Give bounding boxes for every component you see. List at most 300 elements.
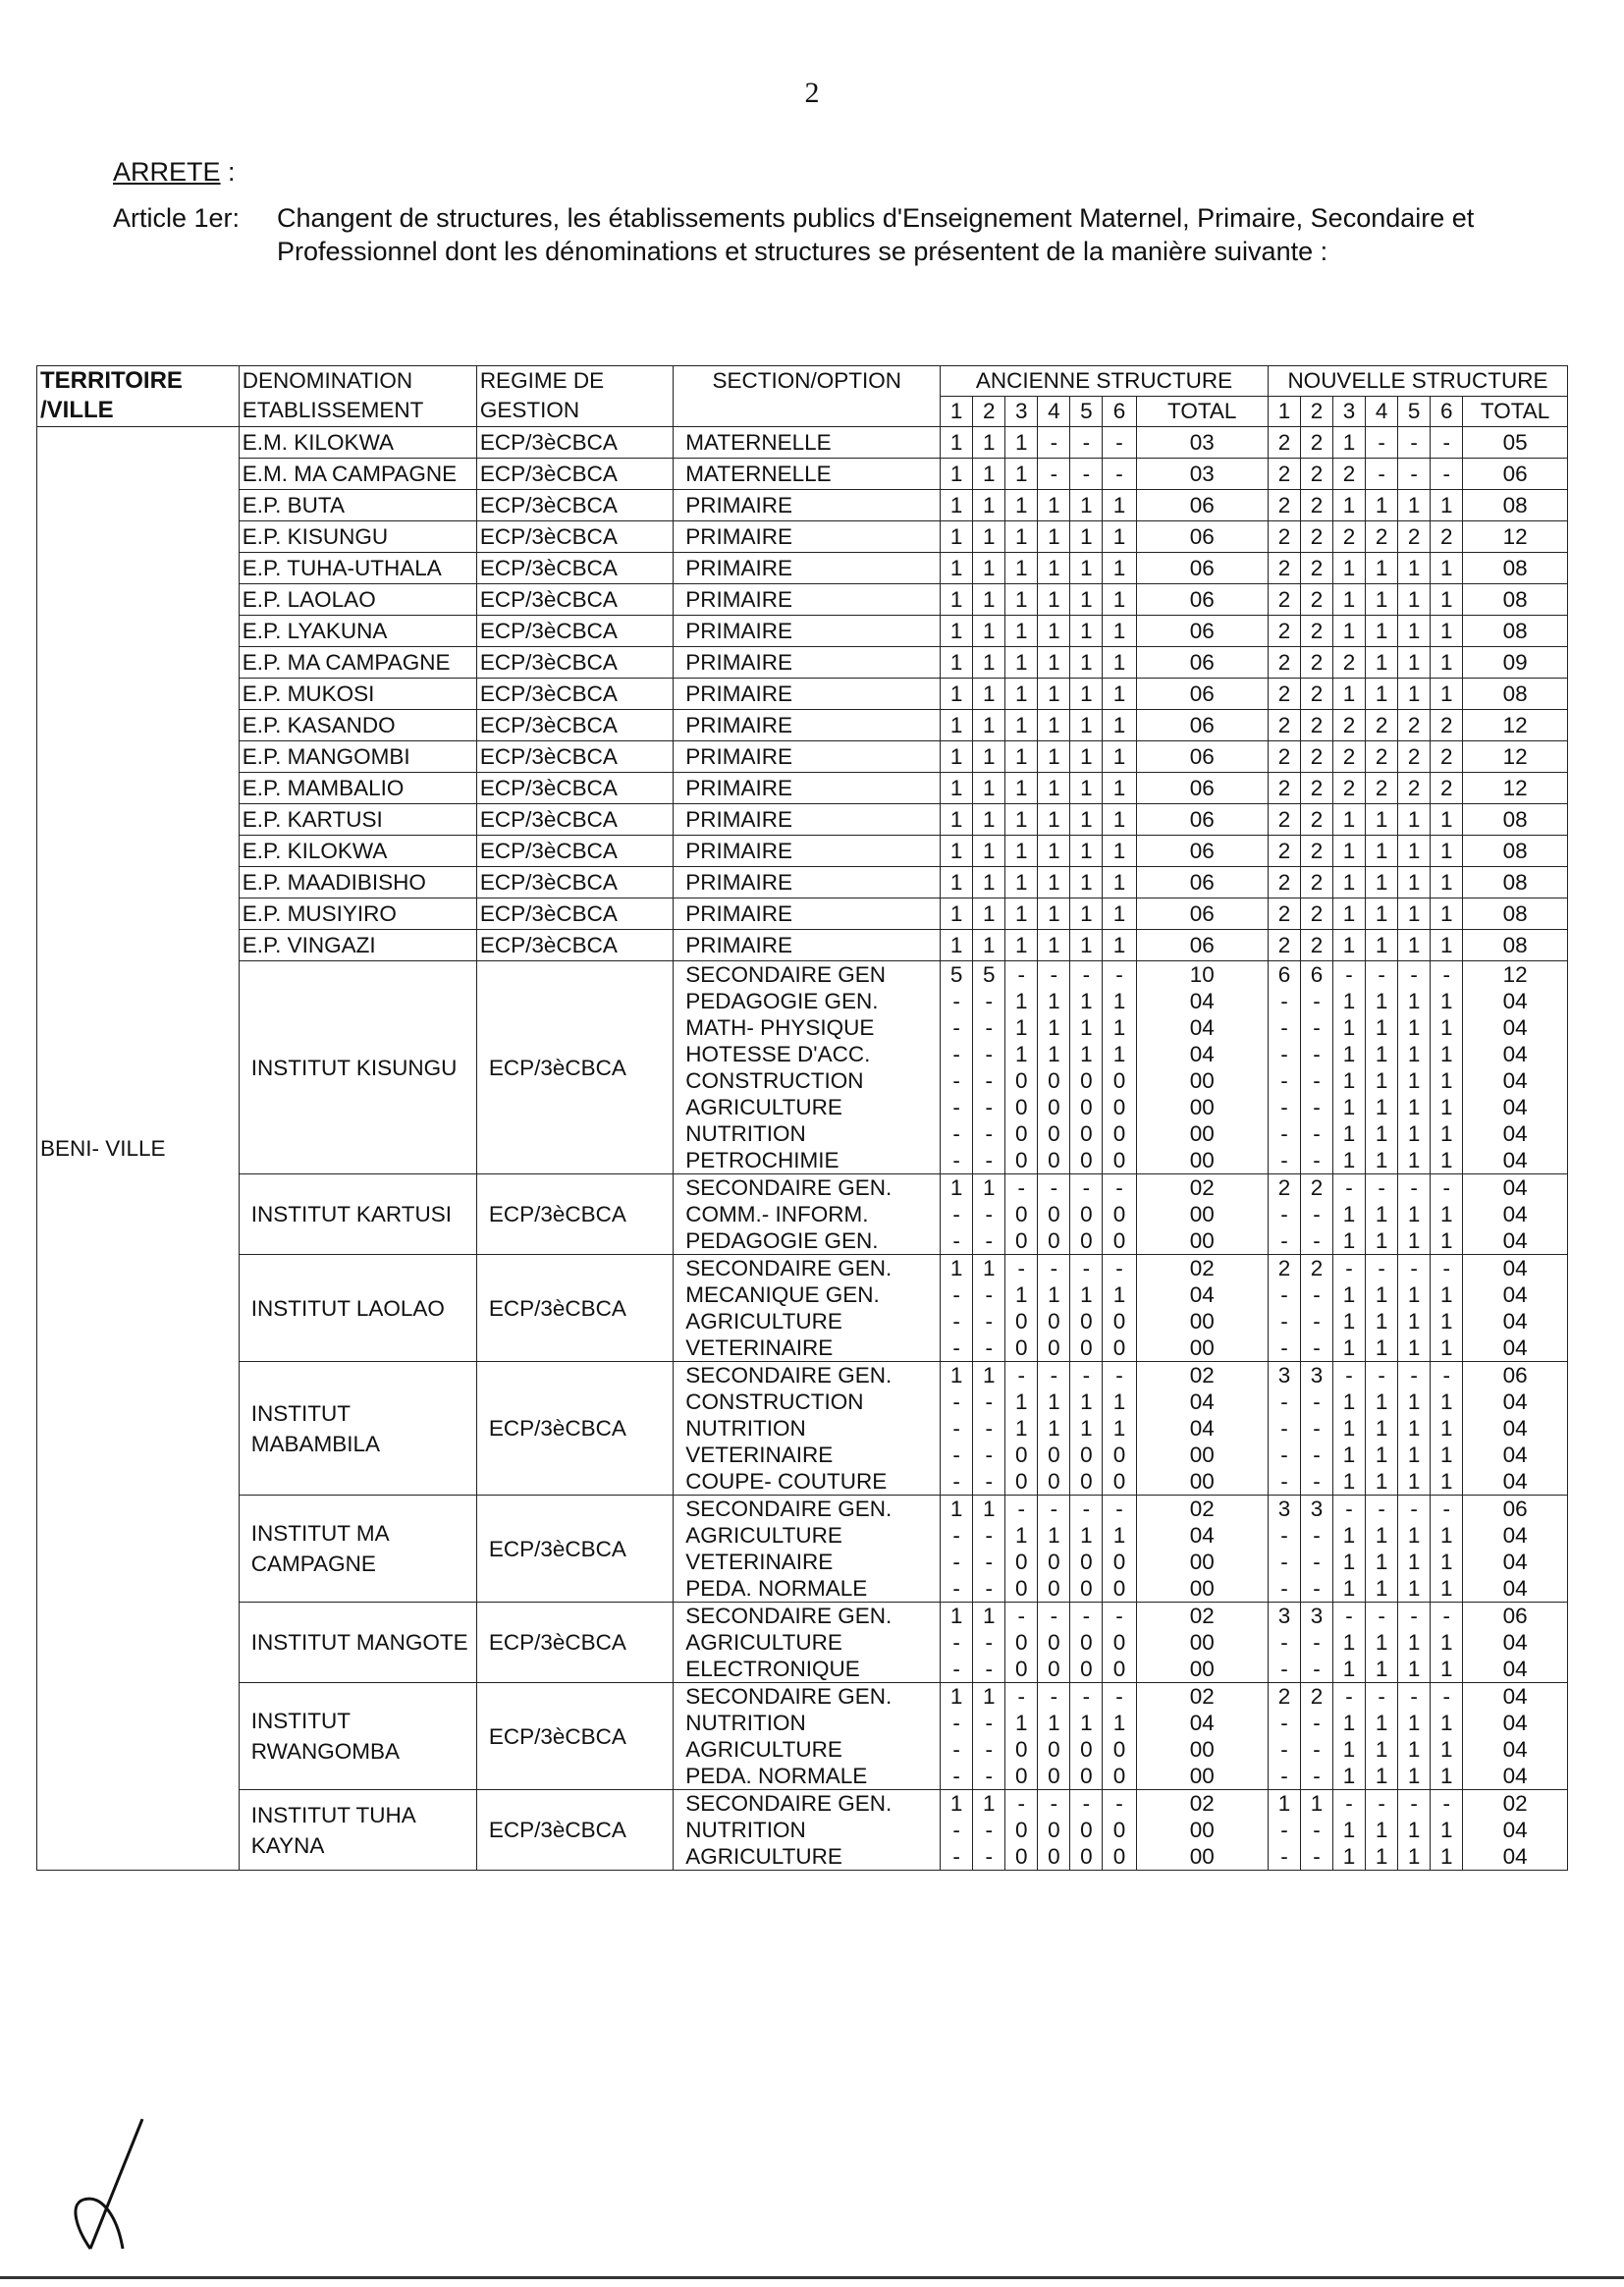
section-option-cell: NUTRITION <box>674 1415 941 1442</box>
new-grade-3-cell: 1 <box>1333 898 1366 930</box>
old-grade-3-cell: 0 <box>1005 1629 1038 1656</box>
new-grade-6-cell: 1 <box>1431 836 1463 867</box>
new-grade-4-cell: 1 <box>1366 1415 1398 1442</box>
old-grade-3-cell: 0 <box>1005 1227 1038 1255</box>
table-row <box>37 553 1568 584</box>
old-grade-5-cell: 1 <box>1070 553 1103 584</box>
old-grade-4-cell: - <box>1038 427 1070 459</box>
new-grade-6-cell: 1 <box>1431 1710 1463 1736</box>
new-grade-3-cell: 1 <box>1333 427 1366 459</box>
regime-cell: ECP/3èCBCA <box>476 804 673 836</box>
old-grade-6-cell: 1 <box>1103 616 1136 647</box>
old-grade-5-cell: 1 <box>1070 804 1103 836</box>
new-grade-6-cell: 1 <box>1431 553 1463 584</box>
regime-cell: ECP/3èCBCA <box>476 553 673 584</box>
old-grade-6-cell: 0 <box>1103 1094 1136 1120</box>
regime-cell: ECP/3èCBCA <box>476 679 673 710</box>
old-grade-4-cell: 0 <box>1038 1549 1070 1575</box>
header-territoire: TERRITOIRE /VILLE <box>37 366 240 427</box>
old-grade-2-cell: - <box>973 1656 1005 1683</box>
new-grade-6-cell: - <box>1431 961 1463 989</box>
old-grade-1-cell: - <box>941 988 973 1014</box>
section-option-cell: HOTESSE D'ACC. <box>674 1041 941 1067</box>
new-grade-3-cell: 1 <box>1333 616 1366 647</box>
old-grade-6-cell: - <box>1103 1174 1136 1202</box>
new-total-cell: 04 <box>1463 1067 1568 1094</box>
table-row <box>37 1496 1568 1523</box>
old-grade-5-cell: 1 <box>1070 521 1103 553</box>
old-grade-6-cell: 0 <box>1103 1308 1136 1334</box>
old-total-cell: 00 <box>1136 1817 1268 1843</box>
old-grade-2-cell: - <box>973 1843 1005 1871</box>
new-total-cell: 04 <box>1463 1094 1568 1120</box>
new-grade-2-cell: - <box>1300 1227 1332 1255</box>
new-grade-4-cell: 1 <box>1366 1522 1398 1549</box>
new-grade-2-cell: - <box>1300 1522 1332 1549</box>
old-grade-3-cell: 1 <box>1005 1522 1038 1549</box>
new-grade-4-cell: 1 <box>1366 1041 1398 1067</box>
old-grade-2-cell: - <box>973 1201 1005 1227</box>
old-total-cell: 06 <box>1136 836 1268 867</box>
section-option-cell: VETERINAIRE <box>674 1442 941 1468</box>
new-grade-4-cell: 2 <box>1366 710 1398 741</box>
old-grade-4-cell: - <box>1038 459 1070 490</box>
new-total-cell: 04 <box>1463 1710 1568 1736</box>
old-total-cell: 00 <box>1136 1549 1268 1575</box>
old-grade-2-cell: 1 <box>973 1255 1005 1282</box>
old-grade-4-cell: 1 <box>1038 930 1070 961</box>
new-grade-4-cell: 1 <box>1366 1736 1398 1763</box>
new-grade-2-cell: 3 <box>1300 1603 1332 1630</box>
arrete-title: ARRETE <box>113 157 221 187</box>
new-grade-6-cell: - <box>1431 1603 1463 1630</box>
new-grade-4-cell: 1 <box>1366 1094 1398 1120</box>
new-total-cell: 05 <box>1463 427 1568 459</box>
regime-cell: ECP/3èCBCA <box>476 930 673 961</box>
new-grade-3-cell: 1 <box>1333 490 1366 521</box>
old-grade-2-cell: 1 <box>973 553 1005 584</box>
new-grade-6-cell: - <box>1431 1255 1463 1282</box>
old-grade-5-cell: 1 <box>1070 710 1103 741</box>
new-grade-3-cell: 1 <box>1333 1710 1366 1736</box>
header-new-grade-4: 4 <box>1366 397 1398 427</box>
new-total-cell: 06 <box>1463 1496 1568 1523</box>
new-grade-6-cell: 2 <box>1431 741 1463 773</box>
new-grade-2-cell: - <box>1300 1468 1332 1496</box>
new-total-cell: 06 <box>1463 1362 1568 1389</box>
new-grade-3-cell: 1 <box>1333 1201 1366 1227</box>
table-row <box>37 867 1568 898</box>
section-option-cell: MATERNELLE <box>674 427 941 459</box>
new-total-cell: 12 <box>1463 710 1568 741</box>
old-grade-5-cell: 1 <box>1070 647 1103 679</box>
table-row <box>37 930 1568 961</box>
table-row <box>37 898 1568 930</box>
regime-cell: ECP/3èCBCA <box>476 1790 673 1871</box>
old-grade-6-cell: 1 <box>1103 1522 1136 1549</box>
new-total-cell: 08 <box>1463 616 1568 647</box>
new-grade-2-cell: 2 <box>1300 710 1332 741</box>
old-grade-4-cell: 0 <box>1038 1656 1070 1683</box>
old-total-cell: 06 <box>1136 804 1268 836</box>
old-grade-1-cell: 1 <box>941 1603 973 1630</box>
old-grade-2-cell: - <box>973 1442 1005 1468</box>
new-grade-4-cell: 1 <box>1366 1227 1398 1255</box>
old-grade-6-cell: - <box>1103 427 1136 459</box>
old-total-cell: 04 <box>1136 1415 1268 1442</box>
table-row <box>37 961 1568 989</box>
new-grade-2-cell: - <box>1300 1442 1332 1468</box>
old-grade-2-cell: - <box>973 1817 1005 1843</box>
new-grade-5-cell: - <box>1398 1174 1431 1202</box>
regime-cell: ECP/3èCBCA <box>476 459 673 490</box>
old-grade-2-cell: - <box>973 1308 1005 1334</box>
new-grade-6-cell: 1 <box>1431 1549 1463 1575</box>
old-grade-1-cell: - <box>941 1334 973 1362</box>
new-total-cell: 04 <box>1463 1147 1568 1174</box>
old-grade-6-cell: 1 <box>1103 1415 1136 1442</box>
new-grade-2-cell: 2 <box>1300 679 1332 710</box>
new-grade-5-cell: - <box>1398 1255 1431 1282</box>
old-grade-6-cell: 1 <box>1103 521 1136 553</box>
section-option-cell: SECONDAIRE GEN. <box>674 1683 941 1711</box>
old-grade-2-cell: 1 <box>973 1174 1005 1202</box>
old-grade-4-cell: 1 <box>1038 1281 1070 1308</box>
old-grade-5-cell: - <box>1070 1255 1103 1282</box>
new-grade-6-cell: 2 <box>1431 773 1463 804</box>
old-grade-4-cell: 1 <box>1038 1014 1070 1041</box>
establishment-name: E.P. KASANDO <box>239 710 476 741</box>
old-grade-4-cell: 1 <box>1038 490 1070 521</box>
new-grade-2-cell: 2 <box>1300 1255 1332 1282</box>
old-grade-6-cell: - <box>1103 1496 1136 1523</box>
new-grade-1-cell: - <box>1268 1281 1300 1308</box>
old-grade-3-cell: 1 <box>1005 988 1038 1014</box>
old-total-cell: 06 <box>1136 741 1268 773</box>
old-grade-6-cell: 1 <box>1103 804 1136 836</box>
table-row <box>37 1362 1568 1389</box>
bottom-rule <box>0 2276 1624 2279</box>
new-grade-1-cell: 2 <box>1268 710 1300 741</box>
new-grade-3-cell: 1 <box>1333 988 1366 1014</box>
new-grade-3-cell: 1 <box>1333 1468 1366 1496</box>
old-grade-6-cell: 0 <box>1103 1763 1136 1790</box>
new-grade-1-cell: - <box>1268 1334 1300 1362</box>
new-grade-4-cell: 2 <box>1366 773 1398 804</box>
new-grade-5-cell: 1 <box>1398 1227 1431 1255</box>
section-option-cell: SECONDAIRE GEN. <box>674 1255 941 1282</box>
establishment-name: E.P. MAMBALIO <box>239 773 476 804</box>
old-grade-1-cell: - <box>941 1763 973 1790</box>
new-grade-6-cell: 1 <box>1431 1227 1463 1255</box>
old-grade-6-cell: - <box>1103 1790 1136 1818</box>
new-grade-6-cell: 1 <box>1431 1094 1463 1120</box>
new-grade-6-cell: 1 <box>1431 1334 1463 1362</box>
old-grade-1-cell: 1 <box>941 1255 973 1282</box>
section-option-cell: COMM.- INFORM. <box>674 1201 941 1227</box>
old-grade-3-cell: 0 <box>1005 1201 1038 1227</box>
regime-cell: ECP/3èCBCA <box>476 427 673 459</box>
new-grade-5-cell: 1 <box>1398 867 1431 898</box>
new-grade-2-cell: 2 <box>1300 553 1332 584</box>
old-grade-2-cell: - <box>973 1415 1005 1442</box>
old-grade-4-cell: 1 <box>1038 1041 1070 1067</box>
section-option-cell: PETROCHIMIE <box>674 1147 941 1174</box>
old-grade-2-cell: 1 <box>973 459 1005 490</box>
new-grade-4-cell: 1 <box>1366 1763 1398 1790</box>
establishment-name: E.P. BUTA <box>239 490 476 521</box>
new-grade-6-cell: 1 <box>1431 679 1463 710</box>
new-grade-5-cell: 1 <box>1398 1281 1431 1308</box>
new-grade-3-cell: 1 <box>1333 836 1366 867</box>
old-grade-5-cell: 0 <box>1070 1442 1103 1468</box>
old-grade-3-cell: 0 <box>1005 1147 1038 1174</box>
old-grade-3-cell: 1 <box>1005 459 1038 490</box>
old-grade-2-cell: 1 <box>973 836 1005 867</box>
regime-cell: ECP/3èCBCA <box>476 490 673 521</box>
new-grade-3-cell: 2 <box>1333 710 1366 741</box>
new-total-cell: 08 <box>1463 584 1568 616</box>
old-grade-3-cell: - <box>1005 1683 1038 1711</box>
new-grade-6-cell: 1 <box>1431 1415 1463 1442</box>
new-grade-6-cell: 1 <box>1431 1067 1463 1094</box>
new-total-cell: 08 <box>1463 867 1568 898</box>
new-total-cell: 04 <box>1463 1281 1568 1308</box>
new-grade-5-cell: 1 <box>1398 1415 1431 1442</box>
new-grade-5-cell: - <box>1398 1790 1431 1818</box>
old-grade-5-cell: 1 <box>1070 988 1103 1014</box>
old-total-cell: 00 <box>1136 1308 1268 1334</box>
old-grade-2-cell: - <box>973 1575 1005 1603</box>
new-grade-1-cell: 3 <box>1268 1362 1300 1389</box>
old-grade-1-cell: 1 <box>941 584 973 616</box>
table-row <box>37 1790 1568 1818</box>
new-grade-1-cell: 2 <box>1268 616 1300 647</box>
table-row <box>37 616 1568 647</box>
new-grade-3-cell: 1 <box>1333 1094 1366 1120</box>
section-option-cell: PRIMAIRE <box>674 741 941 773</box>
section-option-cell: PEDAGOGIE GEN. <box>674 1227 941 1255</box>
table-row <box>37 1603 1568 1630</box>
old-grade-2-cell: 1 <box>973 867 1005 898</box>
old-grade-3-cell: 1 <box>1005 616 1038 647</box>
old-grade-5-cell: - <box>1070 1603 1103 1630</box>
new-grade-5-cell: 1 <box>1398 1334 1431 1362</box>
new-total-cell: 04 <box>1463 1174 1568 1202</box>
old-grade-1-cell: - <box>941 1522 973 1549</box>
new-grade-2-cell: - <box>1300 1067 1332 1094</box>
old-grade-5-cell: 1 <box>1070 1281 1103 1308</box>
regime-cell: ECP/3èCBCA <box>476 867 673 898</box>
new-grade-3-cell: 1 <box>1333 1067 1366 1094</box>
new-grade-2-cell: - <box>1300 1147 1332 1174</box>
old-grade-6-cell: 0 <box>1103 1334 1136 1362</box>
old-grade-2-cell: - <box>973 1067 1005 1094</box>
arrete-colon: : <box>220 157 236 187</box>
old-grade-1-cell: - <box>941 1147 973 1174</box>
regime-cell: ECP/3èCBCA <box>476 616 673 647</box>
new-grade-4-cell: 2 <box>1366 521 1398 553</box>
old-grade-3-cell: 0 <box>1005 1094 1038 1120</box>
new-grade-1-cell: - <box>1268 1710 1300 1736</box>
old-grade-5-cell: 1 <box>1070 1415 1103 1442</box>
regime-cell: ECP/3èCBCA <box>476 584 673 616</box>
new-total-cell: 08 <box>1463 804 1568 836</box>
new-grade-2-cell: - <box>1300 1710 1332 1736</box>
old-grade-1-cell: 1 <box>941 1683 973 1711</box>
old-total-cell: 00 <box>1136 1334 1268 1362</box>
old-grade-2-cell: 1 <box>973 1362 1005 1389</box>
new-total-cell: 04 <box>1463 1415 1568 1442</box>
old-grade-3-cell: 1 <box>1005 679 1038 710</box>
old-grade-5-cell: 0 <box>1070 1763 1103 1790</box>
new-grade-6-cell: 2 <box>1431 521 1463 553</box>
new-grade-1-cell: 1 <box>1268 1790 1300 1818</box>
old-grade-5-cell: 1 <box>1070 773 1103 804</box>
new-grade-2-cell: - <box>1300 1389 1332 1415</box>
section-option-cell: PRIMAIRE <box>674 804 941 836</box>
new-grade-5-cell: 1 <box>1398 804 1431 836</box>
new-grade-3-cell: 1 <box>1333 867 1366 898</box>
new-grade-4-cell: 1 <box>1366 804 1398 836</box>
new-grade-1-cell: - <box>1268 1094 1300 1120</box>
new-grade-4-cell: 1 <box>1366 1120 1398 1147</box>
new-grade-6-cell: 1 <box>1431 1656 1463 1683</box>
old-grade-5-cell: 1 <box>1070 490 1103 521</box>
new-grade-1-cell: - <box>1268 1656 1300 1683</box>
new-grade-5-cell: 1 <box>1398 1843 1431 1871</box>
table-row <box>37 490 1568 521</box>
new-grade-6-cell: 1 <box>1431 1817 1463 1843</box>
section-option-cell: PRIMAIRE <box>674 647 941 679</box>
old-total-cell: 06 <box>1136 930 1268 961</box>
new-grade-1-cell: 2 <box>1268 459 1300 490</box>
old-grade-4-cell: 1 <box>1038 867 1070 898</box>
new-grade-3-cell: 1 <box>1333 1389 1366 1415</box>
old-grade-3-cell: - <box>1005 1603 1038 1630</box>
new-grade-3-cell: 2 <box>1333 459 1366 490</box>
section-option-cell: AGRICULTURE <box>674 1308 941 1334</box>
new-grade-4-cell: 1 <box>1366 1308 1398 1334</box>
old-grade-5-cell: 0 <box>1070 1067 1103 1094</box>
new-grade-4-cell: - <box>1366 961 1398 989</box>
new-grade-4-cell: 1 <box>1366 1334 1398 1362</box>
new-grade-1-cell: - <box>1268 1308 1300 1334</box>
new-total-cell: 04 <box>1463 1522 1568 1549</box>
old-grade-6-cell: 1 <box>1103 898 1136 930</box>
old-grade-3-cell: - <box>1005 1496 1038 1523</box>
new-grade-2-cell: - <box>1300 1120 1332 1147</box>
new-grade-4-cell: 1 <box>1366 616 1398 647</box>
old-grade-6-cell: 0 <box>1103 1442 1136 1468</box>
old-grade-3-cell: 0 <box>1005 1817 1038 1843</box>
section-option-cell: MATH- PHYSIQUE <box>674 1014 941 1041</box>
establishment-name: INSTITUT MA CAMPAGNE <box>239 1496 476 1603</box>
new-grade-3-cell: - <box>1333 1362 1366 1389</box>
section-option-cell: ELECTRONIQUE <box>674 1656 941 1683</box>
new-grade-2-cell: - <box>1300 988 1332 1014</box>
header-new-grade-5: 5 <box>1398 397 1431 427</box>
new-grade-5-cell: - <box>1398 1496 1431 1523</box>
new-grade-5-cell: 1 <box>1398 1736 1431 1763</box>
new-grade-6-cell: - <box>1431 1683 1463 1711</box>
old-grade-6-cell: 0 <box>1103 1736 1136 1763</box>
old-grade-1-cell: - <box>941 1736 973 1763</box>
old-grade-6-cell: 0 <box>1103 1067 1136 1094</box>
header-old-grade-5: 5 <box>1070 397 1103 427</box>
new-grade-3-cell: 1 <box>1333 1549 1366 1575</box>
article-paragraph <box>113 201 1517 268</box>
old-total-cell: 00 <box>1136 1147 1268 1174</box>
old-grade-2-cell: - <box>973 1522 1005 1549</box>
section-option-cell: AGRICULTURE <box>674 1629 941 1656</box>
establishment-name: INSTITUT TUHA KAYNA <box>239 1790 476 1871</box>
new-grade-5-cell: 1 <box>1398 647 1431 679</box>
header-row-1 <box>37 366 1568 397</box>
old-total-cell: 00 <box>1136 1843 1268 1871</box>
old-total-cell: 00 <box>1136 1629 1268 1656</box>
old-grade-6-cell: - <box>1103 1255 1136 1282</box>
regime-cell: ECP/3èCBCA <box>476 1362 673 1496</box>
section-option-cell: SECONDAIRE GEN <box>674 961 941 989</box>
old-grade-4-cell: 1 <box>1038 679 1070 710</box>
new-grade-1-cell: - <box>1268 1201 1300 1227</box>
old-total-cell: 00 <box>1136 1227 1268 1255</box>
section-option-cell: PRIMAIRE <box>674 616 941 647</box>
header-denomination: DENOMINATION ETABLISSEMENT <box>239 366 476 427</box>
new-grade-2-cell: 2 <box>1300 616 1332 647</box>
table-row <box>37 741 1568 773</box>
new-grade-2-cell: - <box>1300 1201 1332 1227</box>
new-grade-1-cell: 2 <box>1268 1174 1300 1202</box>
new-grade-1-cell: 2 <box>1268 584 1300 616</box>
new-grade-3-cell: 1 <box>1333 1041 1366 1067</box>
establishment-name: E.P. KILOKWA <box>239 836 476 867</box>
table-row <box>37 804 1568 836</box>
new-grade-1-cell: - <box>1268 1389 1300 1415</box>
new-grade-5-cell: 2 <box>1398 710 1431 741</box>
new-grade-3-cell: 1 <box>1333 1763 1366 1790</box>
new-total-cell: 06 <box>1463 1603 1568 1630</box>
section-option-cell: PRIMAIRE <box>674 898 941 930</box>
section-option-cell: AGRICULTURE <box>674 1522 941 1549</box>
new-grade-6-cell: 1 <box>1431 898 1463 930</box>
new-grade-4-cell: 1 <box>1366 1014 1398 1041</box>
old-grade-3-cell: 1 <box>1005 1389 1038 1415</box>
old-total-cell: 02 <box>1136 1174 1268 1202</box>
new-grade-1-cell: - <box>1268 1522 1300 1549</box>
new-grade-2-cell: 2 <box>1300 521 1332 553</box>
new-grade-2-cell: - <box>1300 1281 1332 1308</box>
old-grade-4-cell: 0 <box>1038 1334 1070 1362</box>
new-grade-2-cell: - <box>1300 1549 1332 1575</box>
signature-mark <box>49 2111 167 2259</box>
establishment-name: E.P. KARTUSI <box>239 804 476 836</box>
old-total-cell: 06 <box>1136 773 1268 804</box>
regime-cell: ECP/3èCBCA <box>476 1496 673 1603</box>
new-grade-2-cell: 1 <box>1300 1790 1332 1818</box>
new-grade-1-cell: - <box>1268 1763 1300 1790</box>
new-grade-4-cell: 1 <box>1366 867 1398 898</box>
new-grade-1-cell: - <box>1268 1736 1300 1763</box>
new-grade-2-cell: 2 <box>1300 867 1332 898</box>
arrete-heading <box>113 157 236 188</box>
new-grade-4-cell: - <box>1366 459 1398 490</box>
old-grade-6-cell: 1 <box>1103 836 1136 867</box>
new-grade-6-cell: 1 <box>1431 1041 1463 1067</box>
old-grade-3-cell: 0 <box>1005 1067 1038 1094</box>
old-grade-1-cell: - <box>941 1549 973 1575</box>
